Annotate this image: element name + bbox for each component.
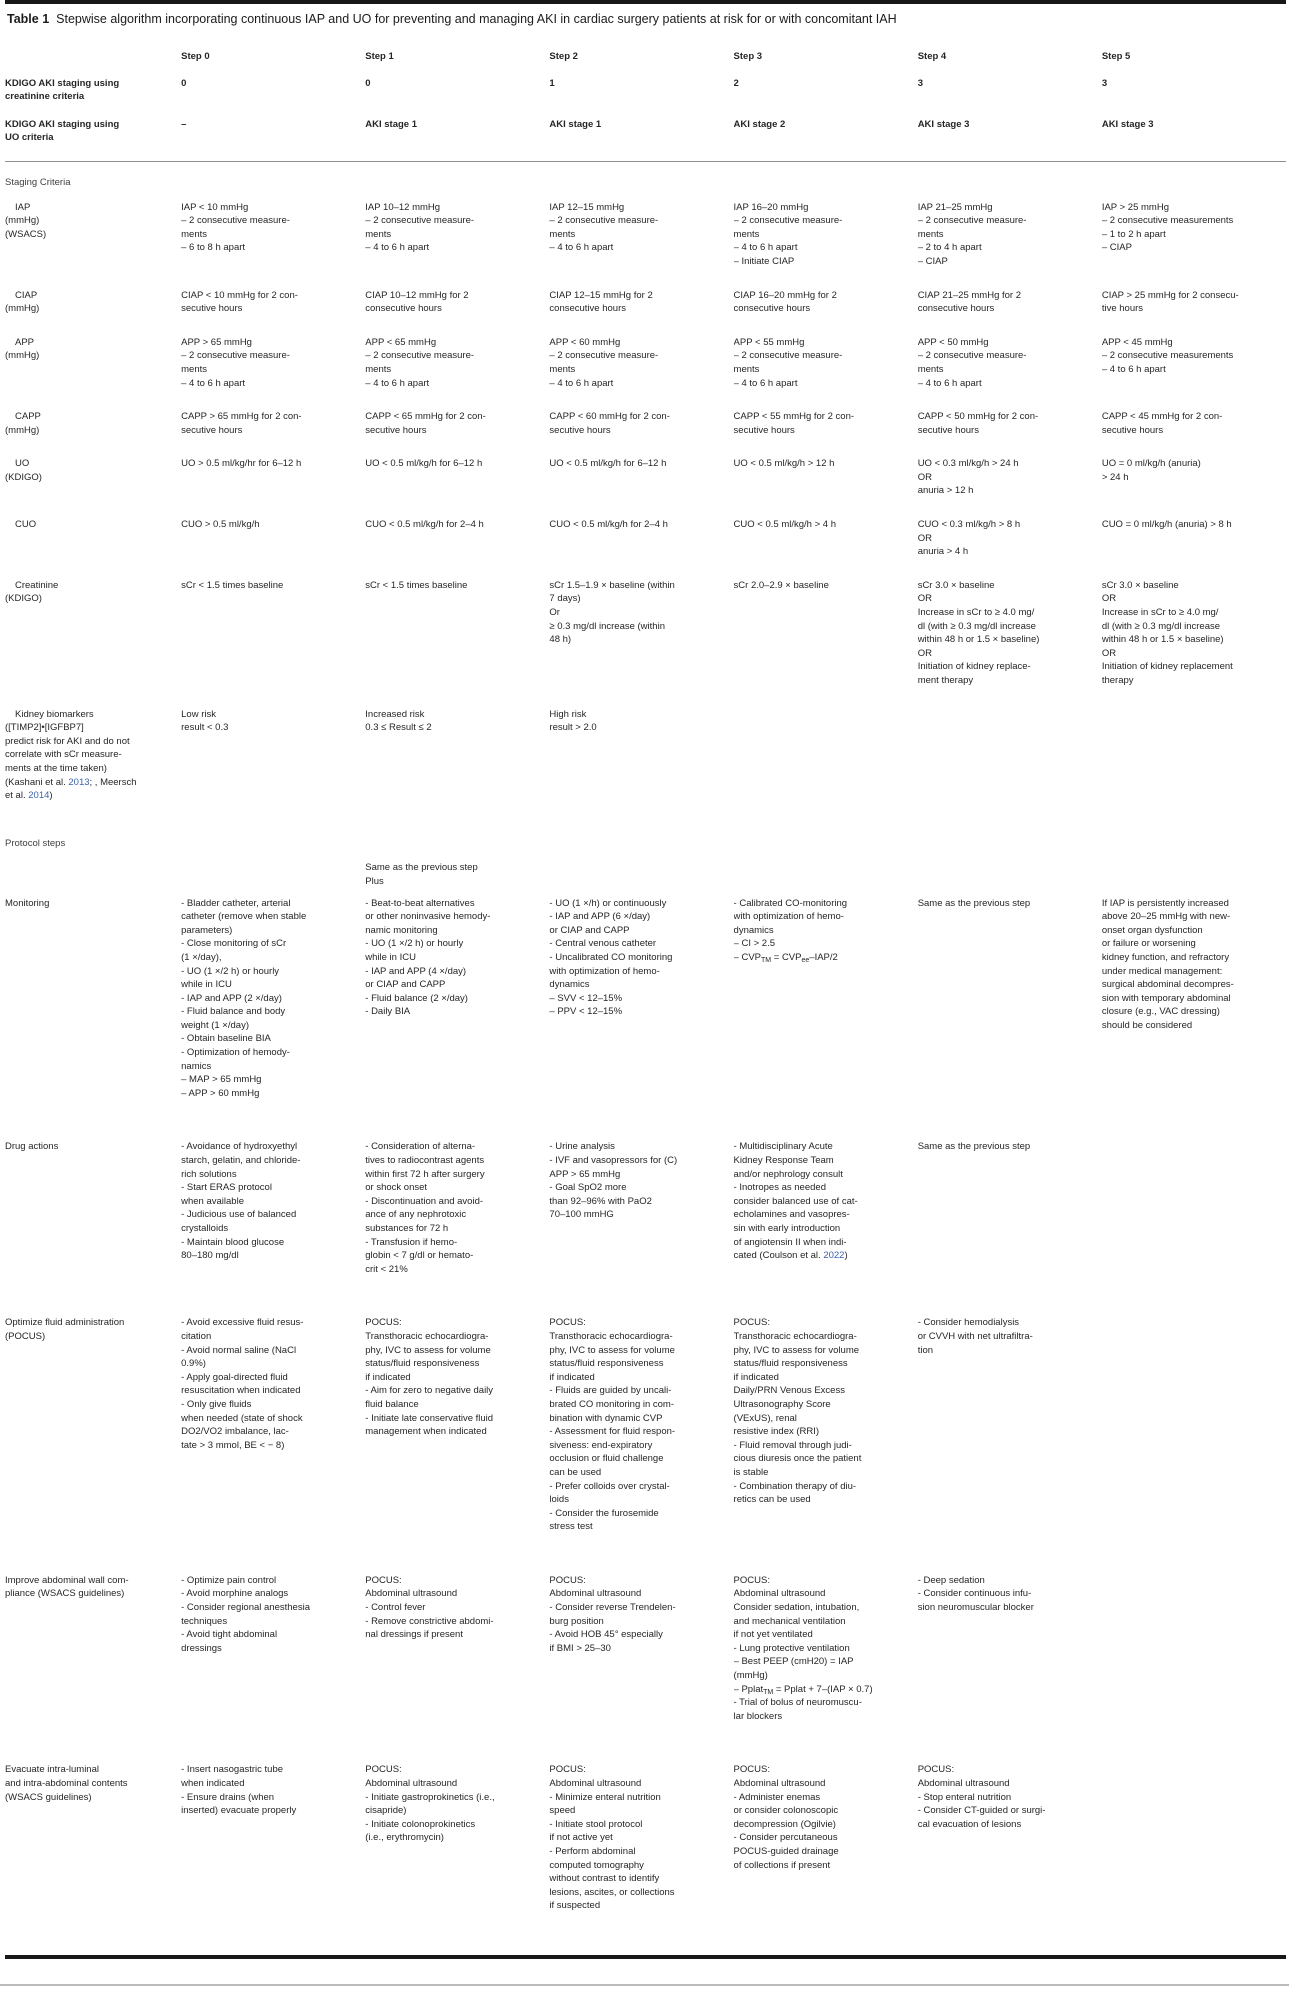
cell-step2: AKI stage 1	[549, 109, 733, 162]
cell-step4: AKI stage 3	[918, 109, 1102, 162]
cell-step0: sCr < 1.5 times baseline	[181, 579, 284, 591]
criteria-row	[5, 579, 1286, 708]
cell-step2: POCUS: Abdominal ultrasound - Consider reverse Trendelen- burg position - Avoid HOB 45° especially if BMI > 25–30	[549, 1574, 676, 1654]
cell-step1: - Beat-to-beat alternatives or other noninvasive hemody- namic monitoring - UO (1 ×/2 h) or hourly while in ICU - IAP and APP (4 ×/day) or CIAP and CAPP - Fluid balance (2 ×/day) - Daily BIA	[365, 897, 491, 1018]
criteria-row	[5, 457, 1286, 518]
same-as-previous-row	[5, 861, 1286, 896]
cell-step0: - Optimize pain control - Avoid morphine analogs - Consider regional anesthesia techniques - Avoid tight abdominal dressings	[181, 1574, 310, 1654]
cell-step2: POCUS: Transthoracic echocardiogra- phy, IVC to assess for volume status/fluid responsiveness if indicated - Fluids are guided by uncali- brated CO monitoring in com- bination with dynamic CVP - Assessment for fluid respon- siveness: end-expiratory occlusion or fluid challenge can be used - Prefer colloids over crystal- loids - Consider the furosemide stress test	[549, 1317, 676, 1533]
criteria-row	[5, 708, 1286, 823]
citation-link[interactable]: 2013	[68, 776, 90, 788]
cell-step0: CIAP < 10 mmHg for 2 con- secutive hours	[181, 289, 298, 315]
cell-step3: UO < 0.5 ml/kg/h > 12 h	[733, 458, 835, 470]
cell-step0: UO > 0.5 ml/kg/hr for 6–12 h	[181, 458, 302, 470]
criteria-row	[5, 1316, 1286, 1574]
column-header-step3: Step 3	[733, 51, 763, 62]
row-label: UO (KDIGO)	[5, 458, 42, 483]
cell-step4: - Deep sedation - Consider continuous infu- sion neuromuscular blocker	[917, 1574, 1034, 1614]
cell-step3: CUO < 0.5 ml/kg/h > 4 h	[733, 519, 836, 531]
cell-step0	[181, 861, 365, 896]
cell-step2: 1	[549, 77, 555, 89]
cell-step5: CAPP < 45 mmHg for 2 con- secutive hours	[1101, 411, 1223, 436]
cell-step2: IAP 12–15 mmHg – 2 consecutive measure- ments – 4 to 6 h apart	[549, 201, 659, 254]
cell-step1: APP < 65 mmHg – 2 consecutive measure- ments – 4 to 6 h apart	[365, 336, 475, 389]
table-top-rule	[5, 0, 1286, 4]
corner-header	[5, 34, 181, 68]
row-label: KDIGO AKI staging using UO criteria	[5, 109, 181, 162]
section-heading: Staging Criteria	[5, 176, 71, 188]
page-edge-hairline	[0, 1984, 1289, 1986]
cell-step4: APP < 50 mmHg – 2 consecutive measure- ments – 4 to 6 h apart	[917, 336, 1027, 389]
cell-step4: UO < 0.3 ml/kg/h > 24 h OR anuria > 12 h	[917, 458, 1019, 497]
cell-step1: IAP 10–12 mmHg – 2 consecutive measure- ments – 4 to 6 h apart	[365, 201, 475, 254]
cell-step5: sCr 3.0 × baseline OR Increase in sCr to ≥ 4.0 mg/ dl (with ≥ 0.3 mg/dl increase within 48 h or 1.5 × baseline) OR Initiation of kidney replacement therapy	[1101, 579, 1233, 686]
table-body	[5, 68, 1286, 1953]
cell-step3	[734, 861, 918, 896]
cell-step3: sCr 2.0–2.9 × baseline	[733, 579, 829, 591]
cell-step0: CAPP > 65 mmHg for 2 con- secutive hours	[181, 411, 302, 436]
cell-step1: - Consideration of alterna- tives to radiocontrast agents within first 72 h after surgery or shock onset - Discontinuation and avoid- ance of any nephrotoxic substances for 72 h - Transfusion if hemo- globin < 7 g/dl or hemato- crit < 21%	[365, 1141, 485, 1275]
cell-step4: Same as the previous step	[917, 1141, 1031, 1153]
cell-step4: - Consider hemodialysis or CVVH with net ultrafiltra- tion	[917, 1317, 1033, 1356]
column-header-step2: Step 2	[549, 51, 578, 62]
cell-step3: CAPP < 55 mmHg for 2 con- secutive hours	[733, 411, 855, 436]
cell-step5: CUO = 0 ml/kg/h (anuria) > 8 h	[1101, 519, 1232, 531]
column-header-step4: Step 4	[917, 51, 947, 62]
citation-link[interactable]: 2014	[28, 790, 50, 802]
cell-step1: Increased risk 0.3 ≤ Result ≤ 2	[365, 708, 432, 734]
cell-step1: sCr < 1.5 times baseline	[365, 579, 468, 591]
cell-step5: APP < 45 mmHg – 2 consecutive measurements – 4 to 6 h apart	[1101, 336, 1234, 375]
table-caption	[7, 11, 1286, 28]
cell-step4: 3	[917, 77, 923, 89]
row-label: CAPP (mmHg)	[5, 411, 41, 436]
cell-step5	[1102, 1316, 1286, 1574]
criteria-row	[5, 410, 1286, 457]
cell-step3	[734, 708, 918, 823]
section-heading-row	[5, 161, 1286, 200]
cell-step5: IAP > 25 mmHg – 2 consecutive measurements – 1 to 2 h apart – CIAP	[1101, 201, 1234, 254]
table-caption-text: Stepwise algorithm incorporating continuous IAP and UO for preventing and managing AKI in cardiac surgery patients at risk for or with concomitant IAH	[56, 12, 897, 26]
cell-step1: POCUS: Abdominal ultrasound - Initiate gastroprokinetics (i.e., cisapride) - Initiate colonoprokinetics (i.e., erythromycin)	[365, 1764, 495, 1844]
row-label: Kidney biomarkers ([TIMP2]•[IGFBP7] predict risk for AKI and do not correlate with sCr measure- ments at the time taken) (Kashani et al. 2013; , Meersch et al. 2014)	[5, 708, 137, 802]
cell-step1: CUO < 0.5 ml/kg/h for 2–4 h	[365, 519, 484, 531]
criteria-row	[5, 289, 1286, 336]
cell-step1: POCUS: Abdominal ultrasound - Control fever - Remove constrictive abdomi- nal dressings if present	[365, 1574, 494, 1641]
cell-step2: - UO (1 ×/h) or continuously - IAP and APP (6 ×/day) or CIAP and CAPP - Central venous catheter - Uncalibrated CO monitoring with optimization of hemo- dynamics – SVV < 12–15% – PPV < 12–15%	[549, 897, 673, 1018]
cell-step4: CAPP < 50 mmHg for 2 con- secutive hours	[917, 411, 1039, 436]
row-label: Evacuate intra-luminal and intra-abdominal contents (WSACS guidelines)	[5, 1764, 128, 1803]
row-label: Improve abdominal wall com- pliance (WSACS guidelines)	[5, 1574, 129, 1600]
citation-link[interactable]: 2022	[823, 1250, 845, 1262]
cell-step2: APP < 60 mmHg – 2 consecutive measure- ments – 4 to 6 h apart	[549, 336, 659, 389]
cell-step0: IAP < 10 mmHg – 2 consecutive measure- ments – 6 to 8 h apart	[181, 201, 290, 254]
column-header-step0: Step 0	[181, 51, 210, 62]
cell-step4	[918, 861, 1102, 896]
row-label: CIAP (mmHg)	[5, 289, 40, 315]
cell-step2: - Urine analysis - IVF and vasopressors for (C) APP > 65 mmHg - Goal SpO2 more than 92–96% with PaO2 70–100 mmHG	[549, 1141, 678, 1221]
row-label: Creatinine (KDIGO)	[5, 579, 59, 605]
kdigo-staging-row	[5, 109, 1286, 162]
cell-step0: Low risk result < 0.3	[181, 708, 229, 734]
cell-step5: If IAP is persistently increased above 20–25 mmHg with new- onset organ dysfunction or failure or worsening kidney function, and refractory under medical management: surgical abdominal decompres- sion with temporary abdominal closure (e.g., VAC dressing) should be considered	[1101, 897, 1234, 1031]
cell-step0: - Bladder catheter, arterial catheter (remove when stable parameters) - Close monitoring of sCr (1 ×/day), - UO (1 ×/2 h) or hourly while in ICU - IAP and APP (2 ×/day) - Fluid balance and body weight (1 ×/day) - Obtain baseline BIA - Optimization of hemody- namics – MAP > 65 mmHg – APP > 60 mmHg	[181, 897, 307, 1099]
step-header-row	[5, 34, 1286, 68]
cell-step0: –	[181, 109, 365, 162]
criteria-row	[5, 518, 1286, 579]
cell-step3: POCUS: Abdominal ultrasound - Administer enemas or consider colonoscopic decompression (Ogilvie) - Consider percutaneous POCUS-guided drainage of collections if present	[733, 1764, 839, 1871]
cell-step4: CIAP 21–25 mmHg for 2 consecutive hours	[917, 289, 1022, 315]
cell-step5	[1102, 1763, 1286, 1953]
row-label: Drug actions	[5, 1141, 59, 1153]
section-heading-row	[5, 823, 1286, 862]
cell-step5: 3	[1101, 77, 1108, 89]
cell-step3: IAP 16–20 mmHg – 2 consecutive measure- ments – 4 to 6 h apart – Initiate CIAP	[733, 201, 843, 267]
cell-step0: - Avoid excessive fluid resus- citation - Avoid normal saline (NaCl 0.9%) - Apply goal-directed fluid resuscitation when indicated - Only give fluids when needed (state of shock DO2/VO2 imbalance, lac- tate > 3 mmol, BE < − 8)	[181, 1317, 304, 1451]
cell-step4: sCr 3.0 × baseline OR Increase in sCr to ≥ 4.0 mg/ dl (with ≥ 0.3 mg/dl increase within 48 h or 1.5 × baseline) OR Initiation of kidney replace- ment therapy	[917, 579, 1040, 686]
criteria-row	[5, 1140, 1286, 1316]
cell-step2: CUO < 0.5 ml/kg/h for 2–4 h	[549, 519, 668, 531]
cell-step5: CIAP > 25 mmHg for 2 consecu- tive hours	[1101, 289, 1239, 315]
table-caption-label: Table 1	[7, 12, 50, 26]
criteria-row	[5, 201, 1286, 289]
cell-step4: POCUS: Abdominal ultrasound - Stop enteral nutrition - Consider CT-guided or surgi- cal evacuation of lesions	[917, 1764, 1046, 1830]
cell-step3: CIAP 16–20 mmHg for 2 consecutive hours	[733, 289, 837, 315]
cell-step5	[1102, 861, 1286, 896]
cell-step0: 0	[181, 77, 187, 89]
cell-step2: sCr 1.5–1.9 × baseline (within 7 days) Or ≥ 0.3 mg/dl increase (within 48 h)	[549, 579, 675, 646]
row-label	[5, 861, 181, 896]
cell-step4	[918, 708, 1102, 823]
cell-step5: UO = 0 ml/kg/h (anuria) > 24 h	[1101, 458, 1201, 483]
cell-step3: - Calibrated CO-monitoring with optimization of hemo- dynamics – CI > 2.5 – $CVP_{TM} = CVP_{ee}-IAP/2$	[733, 897, 848, 964]
cell-step3: POCUS: Abdominal ultrasound Consider sedation, intubation, and mechanical ventilation if not yet ventilated - Lung protective ventilation – Best PEEP (cmH20) = IAP (mmHg) – Pplat$_{TM}$ = Pplat + 7–(IAP × 0.7) - Trial of bolus of neuromuscu- lar blockers	[733, 1574, 873, 1722]
cell-step3: 2	[733, 77, 739, 89]
stepwise-algorithm-table	[5, 34, 1286, 1953]
column-header-step5: Step 5	[1101, 51, 1131, 62]
cell-step0: APP > 65 mmHg – 2 consecutive measure- ments – 4 to 6 h apart	[181, 336, 290, 389]
row-label: CUO	[15, 519, 37, 531]
cell-step4: Same as the previous step	[917, 897, 1031, 909]
row-label: APP (mmHg)	[5, 336, 40, 362]
cell-step1: UO < 0.5 ml/kg/h for 6–12 h	[365, 458, 483, 470]
cell-step5	[1102, 708, 1286, 823]
cell-step1: POCUS: Transthoracic echocardiogra- phy, IVC to assess for volume status/fluid responsiveness if indicated - Aim for zero to negative daily fluid balance - Initiate late conservative fluid management when indicated	[365, 1317, 494, 1438]
cell-step5	[1102, 1140, 1286, 1316]
criteria-row	[5, 897, 1286, 1141]
cell-step1: CAPP < 65 mmHg for 2 con- secutive hours	[365, 411, 486, 436]
section-heading: Protocol steps	[5, 837, 66, 849]
table-column-headers	[5, 34, 1286, 68]
cell-step2: CIAP 12–15 mmHg for 2 consecutive hours	[549, 289, 653, 315]
cell-step2: POCUS: Abdominal ultrasound - Minimize enteral nutrition speed - Initiate stool protocol if not active yet - Perform abdominal computed tomography without contrast to identify lesions, ascites, or collections if suspected	[549, 1764, 675, 1912]
criteria-row	[5, 1574, 1286, 1764]
row-label: Optimize fluid administration (POCUS)	[5, 1317, 125, 1342]
cell-step2	[549, 861, 733, 896]
cell-step4: IAP 21–25 mmHg – 2 consecutive measure- ments – 2 to 4 h apart – CIAP	[917, 201, 1027, 267]
cell-step1: CIAP 10–12 mmHg for 2 consecutive hours	[365, 289, 469, 315]
cell-step3: APP < 55 mmHg – 2 consecutive measure- ments – 4 to 6 h apart	[733, 336, 843, 389]
kdigo-staging-row	[5, 68, 1286, 109]
cell-step1: Same as the previous step Plus	[365, 862, 478, 887]
cell-step5: AKI stage 3	[1102, 109, 1286, 162]
row-label: KDIGO AKI staging using creatinine criteria	[5, 77, 120, 103]
cell-step0: - Insert nasogastric tube when indicated - Ensure drains (when inserted) evacuate properly	[181, 1764, 297, 1817]
cell-step3: AKI stage 2	[734, 109, 918, 162]
cell-step4: CUO < 0.3 ml/kg/h > 8 h OR anuria > 4 h	[917, 519, 1021, 558]
cell-step1: 0	[365, 77, 371, 89]
cell-step2: UO < 0.5 ml/kg/h for 6–12 h	[549, 458, 667, 470]
row-label: IAP (mmHg) (WSACS)	[5, 201, 47, 240]
cell-step3: - Multidisciplinary Acute Kidney Response Team and/or nephrology consult - Inotropes as needed consider balanced use of cat- echolamines and vasopres- sin with early introduction of angiotensin II when indi- cated (Coulson et al. 2022)	[733, 1141, 858, 1262]
cell-step2: High risk result > 2.0	[549, 708, 597, 734]
cell-step3: POCUS: Transthoracic echocardiogra- phy, IVC to assess for volume status/fluid responsiveness if indicated Daily/PRN Venous Excess Ultrasonography Score (VExUS), renal resistive index (RRI) - Fluid removal through judi- cious diuresis once the patient is stable - Combination therapy of diu- retics can be used	[733, 1317, 862, 1506]
column-header-step1: Step 1	[365, 51, 394, 62]
cell-step0: - Avoidance of hydroxyethyl starch, gelatin, and chloride- rich solutions - Start ERAS protocol when available - Judicious use of balanced crystalloids - Maintain blood glucose 80–180 mg/dl	[181, 1141, 301, 1262]
criteria-row	[5, 336, 1286, 410]
cell-step0: CUO > 0.5 ml/kg/h	[181, 519, 260, 531]
criteria-row	[5, 1763, 1286, 1953]
cell-step5	[1102, 1574, 1286, 1764]
row-label: Monitoring	[5, 897, 50, 909]
table-bottom-rule	[5, 1955, 1286, 1959]
cell-step2: CAPP < 60 mmHg for 2 con- secutive hours	[549, 411, 670, 436]
cell-step1: AKI stage 1	[365, 109, 549, 162]
